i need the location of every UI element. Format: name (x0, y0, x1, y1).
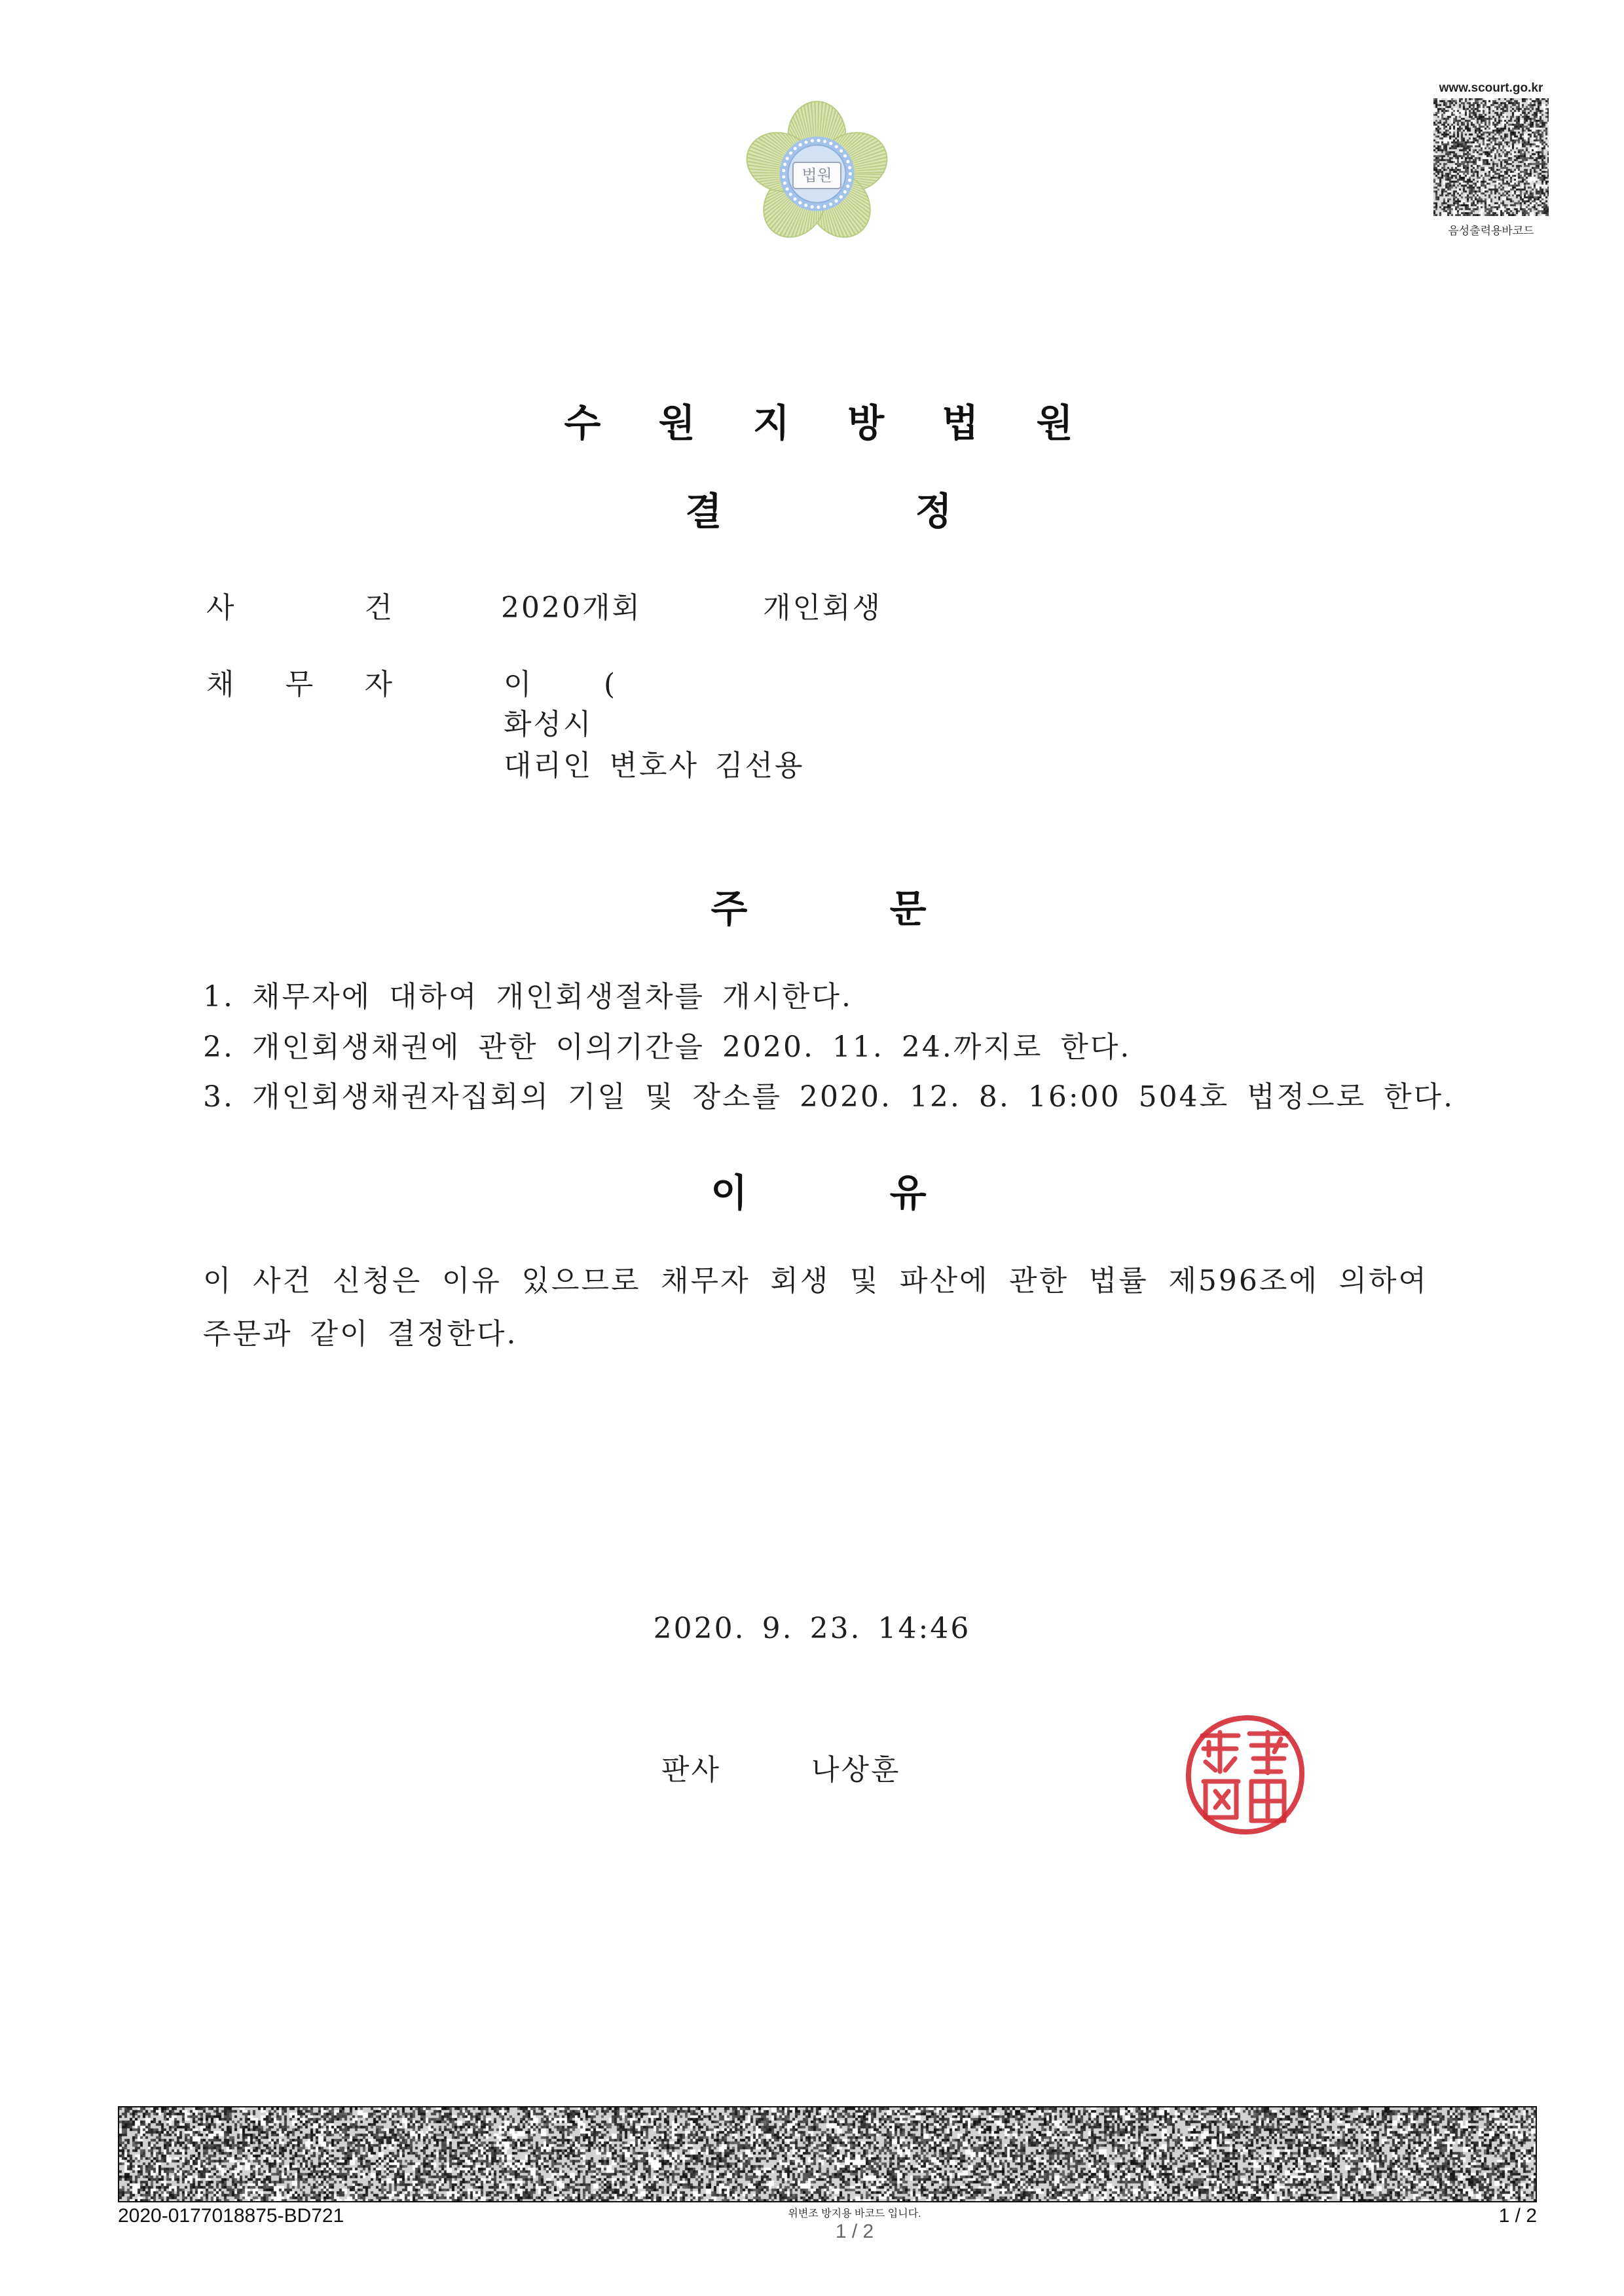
order-item: 3. 개인회생채권자집회의 기일 및 장소를 2020. 12. 8. 16:00 504호 법정으로 한다. (203, 1080, 1455, 1114)
anti-forgery-barcode (118, 2106, 1537, 2202)
case-type: 개인회생 (763, 591, 883, 625)
barcode-note: 위변조 방지용 바코드 입니다. (788, 2208, 921, 2219)
reason-heading: 이 유 (710, 1171, 927, 1215)
decision-date: 2020. 9. 23. 14:46 (653, 1612, 971, 1645)
court-name: 수 원 지 방 법 원 (564, 401, 1073, 445)
debtor-attorney: 대리인 변호사 김선용 (504, 749, 805, 782)
qr-code-label: 음성출력용바코드 (1448, 225, 1534, 237)
page-number-center: 1 / 2 (835, 2221, 874, 2242)
debtor-label: 채 무 자 (206, 668, 394, 701)
emblem-text: 법원 (802, 166, 832, 185)
case-label: 사 건 (206, 591, 394, 625)
document-number: 2020-0177018875-BD721 (118, 2205, 344, 2227)
verification-qr-code (1433, 98, 1549, 216)
verification-url: www.scourt.go.kr (1439, 81, 1543, 95)
order-heading: 주 문 (710, 886, 927, 931)
reason-text-line: 주문과 같이 결정한다. (203, 1317, 518, 1351)
judge-seal (1183, 1713, 1307, 1837)
case-number: 2020개회 (501, 591, 642, 625)
judge-seal-graphic (1183, 1713, 1307, 1837)
order-item: 2. 개인회생채권에 관한 이의기간을 2020. 11. 24.까지로 한다. (203, 1030, 1132, 1064)
document-type: 결 정 (685, 489, 952, 534)
order-item: 1. 채무자에 대하여 개인회생절차를 개시한다. (203, 980, 853, 1013)
court-emblem-graphic (743, 100, 891, 247)
page-number-right: 1 / 2 (1498, 2205, 1537, 2227)
reason-text-line: 이 사건 신청은 이유 있으므로 채무자 회생 및 파산에 관한 법률 제596조에 의하여 (203, 1264, 1428, 1298)
judge-title: 판사 (661, 1753, 722, 1787)
debtor-id-paren: ( (604, 668, 618, 701)
court-emblem (743, 100, 891, 247)
qr-code-pattern (1433, 98, 1549, 216)
barcode-pattern (119, 2107, 1536, 2201)
debtor-address: 화성시 (504, 708, 593, 741)
judge-name: 나상훈 (811, 1753, 901, 1787)
debtor-name: 이 (504, 668, 534, 701)
